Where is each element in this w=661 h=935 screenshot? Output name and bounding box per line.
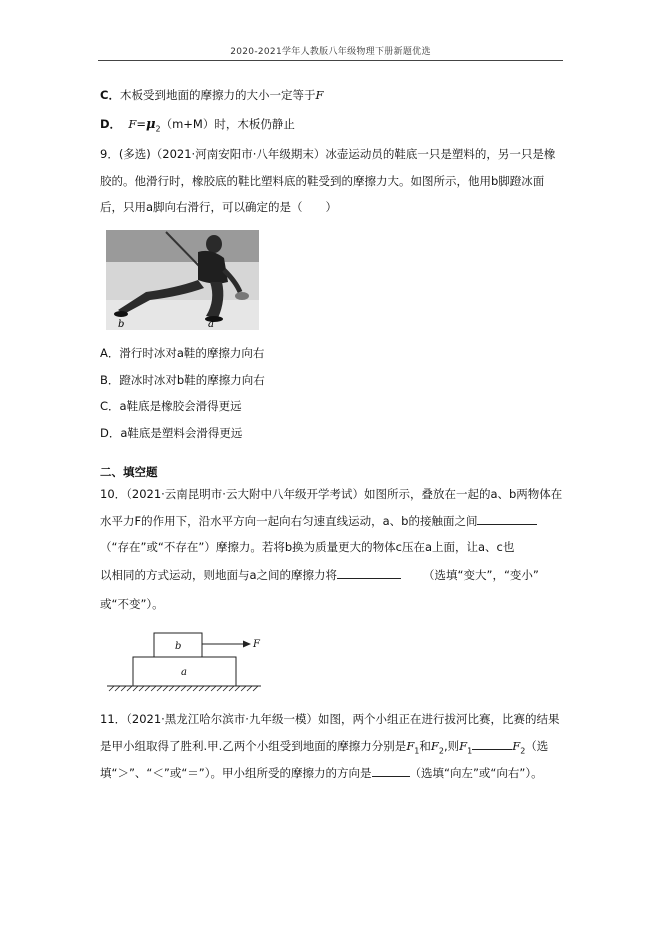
q11-blank-2[interactable] [372,764,410,777]
q11-line-1: 11．（2021·黑龙江哈尔滨市·九年级一模）如图，两个小组正在进行拔河比赛，比赛的结果 [100,712,560,726]
q10-blank-2[interactable] [337,566,401,579]
q10-line-3: （“存在”或“不存在”）摩擦力。若将b换为质量更大的物体c压在a上面，让a、c也 [100,540,515,554]
blocks-diagram [105,630,265,692]
page-header: 2020-2021学年人教版八年级物理下册新题优选 [230,47,431,57]
option-q8-c: C．木板受到地面的摩擦力的大小一定等于F [100,88,324,102]
curling-photo [106,230,259,330]
q10-blank-1[interactable] [477,512,537,525]
q9-line-2: 胶的。他滑行时，橡胶底的鞋比塑料底的鞋受到的摩擦力大。如图所示，他用b脚蹬冰面 [100,174,545,188]
header-divider [98,60,563,61]
q9-option-c: C．a鞋底是橡胶会滑得更远 [100,399,242,413]
q9-line-3: 后，只用a脚向右滑行，可以确定的是（ ） [100,200,338,214]
q9-line-1: 9．(多选)（2021·河南安阳市·八年级期末）冰壶运动员的鞋底一只是塑料的，另一只是橡 [100,147,556,161]
q9-option-a: A．滑行时冰对a鞋的摩擦力向右 [100,346,265,360]
force-label: F [253,639,260,650]
photo-label-b: b [118,319,125,330]
photo-label-a: a [208,319,214,330]
q10-line-1: 10．（2021·云南昆明市·云大附中八年级开学考试）如图所示，叠放在一起的a、b两物体在 [100,487,563,501]
q11-line-3: 填“＞”、“＜”或“＝”）。甲小组所受的摩擦力的方向是 （选填“向左”或“向右”）。 [100,766,543,780]
q10-line-2: 水平力F的作用下，沿水平方向一起向右匀速直线运动，a、b的接触面之间 [100,512,537,529]
q9-option-d: D．a鞋底是塑料会滑得更远 [100,426,243,440]
block-a-label: a [181,667,187,678]
section-title: 二、填空题 [100,465,158,479]
q10-line-4: 以相同的方式运动，则地面与a之间的摩擦力将 （选填“变大”，“变小” [100,568,539,582]
q11-blank-1[interactable] [472,737,512,750]
ground-hatching [109,686,258,691]
force-arrowhead [243,641,251,648]
q11-line-2: 是甲小组取得了胜利.甲.乙两个小组受到地面的摩擦力分别是$F_1$和$F_2$,则$F_1$ $F_2$（选 [100,739,549,756]
block-b-label: b [175,641,182,652]
q10-line-5: 或“不变”）。 [100,597,164,611]
q9-option-b: B．蹬冰时冰对b鞋的摩擦力向右 [100,373,265,387]
option-q8-d: D． $F=\mu_2(m+M)$时，木板仍静止 [100,117,295,134]
